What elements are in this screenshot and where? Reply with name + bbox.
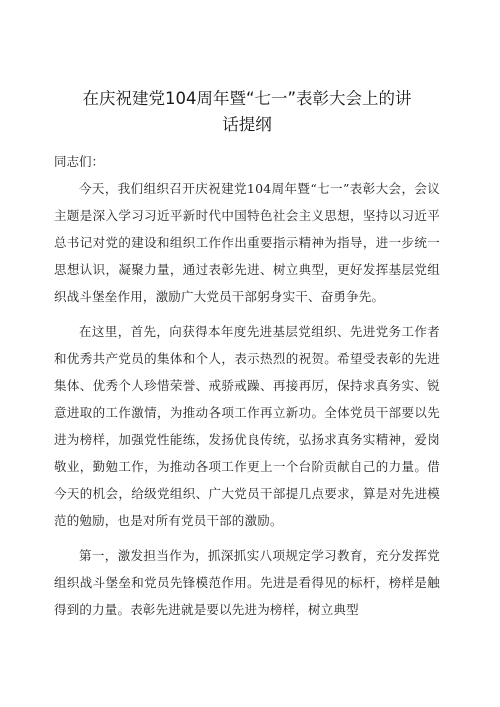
- salutation: 同志们：: [54, 154, 105, 169]
- title-line-2: 话提纲: [222, 115, 272, 134]
- title-line-1: 在庆祝建党104周年暨“七一”表彰大会上的讲: [82, 89, 412, 108]
- paragraph-2: 在这里，首先，向获得本年度先进基层党组织、先进党务工作者和优秀共产党员的集体和个人，表示热烈的祝贺。希望受表彰的先进集体、优秀个人珍惜荣誉、戒骄戒躁、再接再厉，保持求真务实、锐意进取的工作激情，为推动各项工作再立新功。全体党员干部要以先进为榜样，加强党性能练，发扬优良传统，弘扬求真务实精神，爱岗敬业，勤勉工作，为推动各项工作更上一个台阶贡献自己的力量。借今天的机会，给级党组织、广大党员干部提几点要求，算是对先进模范的勉励，也是对所有党员干部的激励。: [54, 324, 440, 528]
- paragraph-1: 今天，我们组织召开庆祝建党104周年暨“七一”表彰大会，会议主题是深入学习习近平新时代中国特色社会主义思想，坚持以习近平总书记对党的建设和组织工作作出重要指示精神为指导，进一步统一思想认识，凝聚力量，通过表彰先进、树立典型，更好发挥基层党组织战斗堡垒作用，激励广大党员干部躬身实干、奋勇争先。: [54, 181, 440, 304]
- paragraph-3: 第一，激发担当作为，抓深抓实八项规定学习教育，充分发挥党组织战斗堡垒和党员先锋模范作用。先进是看得见的标杆，榜样是触得到的力量。表彰先进就是要以先进为榜样，树立典型: [54, 548, 440, 617]
- document-title: [54, 86, 440, 138]
